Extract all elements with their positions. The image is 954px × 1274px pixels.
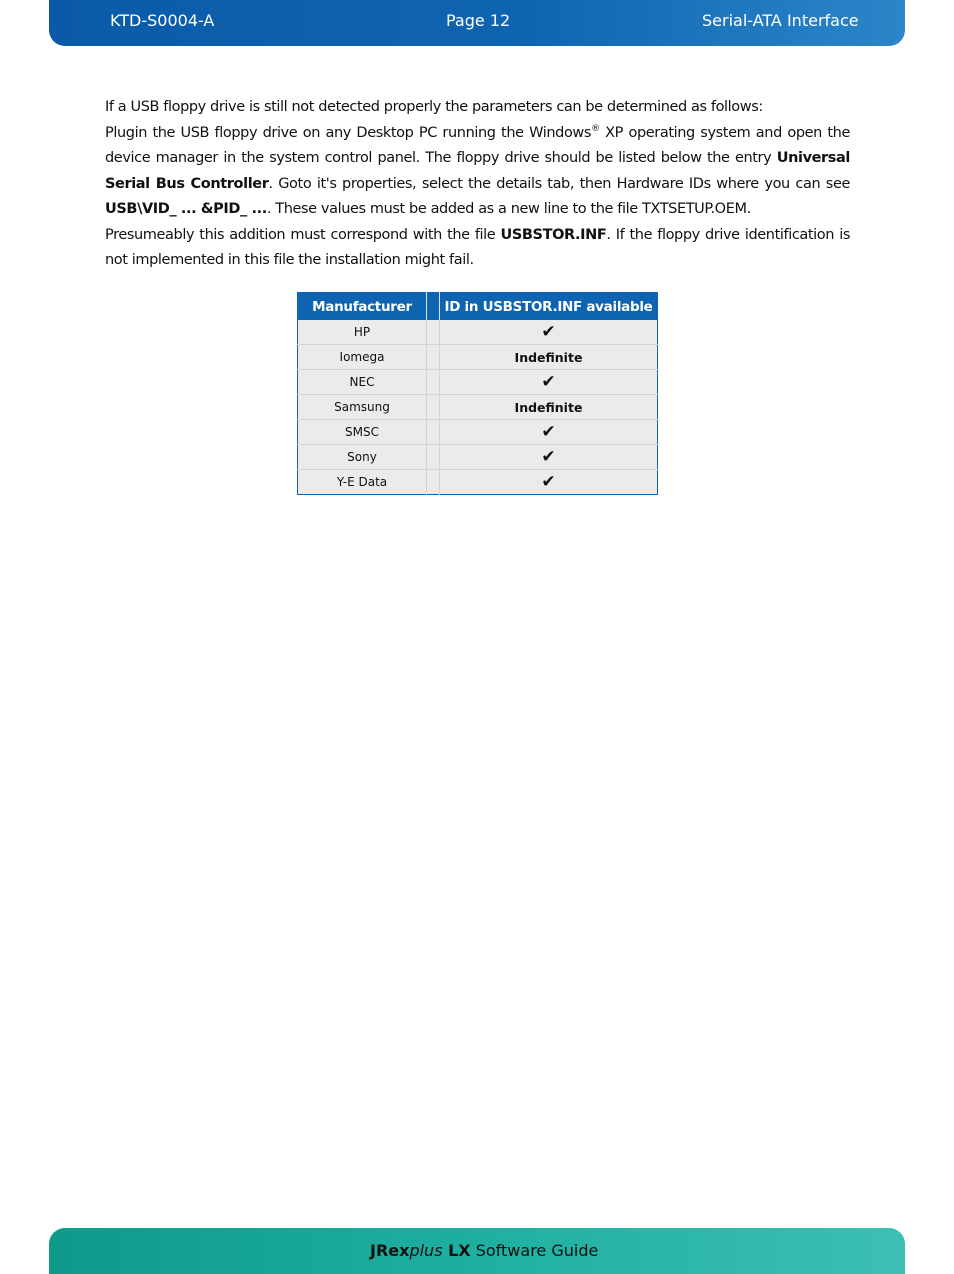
manufacturer-cell: Sony [298,445,427,470]
hardware-id-term: USB\VID_ ... &PID_ ... [105,201,267,217]
column-divider [427,370,440,395]
table-row [298,420,658,445]
column-divider [427,445,440,470]
column-divider [427,345,440,370]
usbstor-term: USBSTOR.INF [500,226,607,243]
section-title: Serial-ATA Interface [702,11,859,30]
column-divider [427,420,440,445]
paragraph-intro: If a USB floppy drive is still not detected properly the parameters can be determined as follows: [105,99,763,115]
checkmark-icon: ✔ [440,470,658,495]
column-divider [427,320,440,345]
status-cell: Indefinite [440,345,658,370]
checkmark-icon: ✔ [440,445,658,470]
guide-title: JRexplus LX Software Guide [370,1241,599,1260]
table-row [298,445,658,470]
manufacturer-cell: HP [298,320,427,345]
table-row [298,470,658,495]
table-row [298,345,658,370]
page-header [49,0,905,46]
manufacturer-cell: Samsung [298,395,427,420]
manufacturer-cell: NEC [298,370,427,395]
page-number: Page 12 [446,11,511,30]
column-divider [427,293,440,321]
table-row [298,370,658,395]
table-row [298,320,658,345]
status-cell: Indefinite [440,395,658,420]
paragraph-device-manager: Plugin the USB floppy drive on any Desktop PC running the Windows® XP operating system and open the device manager in the system control panel. The floppy drive should be listed below the entry Universal Serial Bus Controller. Goto it's properties, select the details tab, then Hardware IDs where you can see USB\VID_ ... &PID_ .... These values must be added as a new line to the file TXTSETUP.OEM. [105,123,850,217]
page-footer [49,1228,905,1274]
checkmark-icon: ✔ [440,420,658,445]
manufacturer-cell: Y-E Data [298,470,427,495]
manufacturer-cell: SMSC [298,420,427,445]
col-manufacturer: Manufacturer [298,293,427,321]
document-id: KTD-S0004-A [110,11,215,30]
table-header-row [298,293,658,321]
body-text [105,95,850,274]
manufacturer-table [297,292,658,495]
checkmark-icon: ✔ [440,370,658,395]
column-divider [427,395,440,420]
manufacturer-cell: Iomega [298,345,427,370]
col-id-available: ID in USBSTOR.INF available [440,293,658,321]
checkmark-icon: ✔ [440,320,658,345]
usb-controller-term: Universal Serial Bus Controller [105,150,850,192]
paragraph-usbstor: Presumeably this addition must correspond with the file USBSTOR.INF. If the floppy drive identification is not implemented in this file the installation might fail. [105,226,850,268]
table-row [298,395,658,420]
column-divider [427,470,440,495]
registered-mark: ® [591,123,600,134]
